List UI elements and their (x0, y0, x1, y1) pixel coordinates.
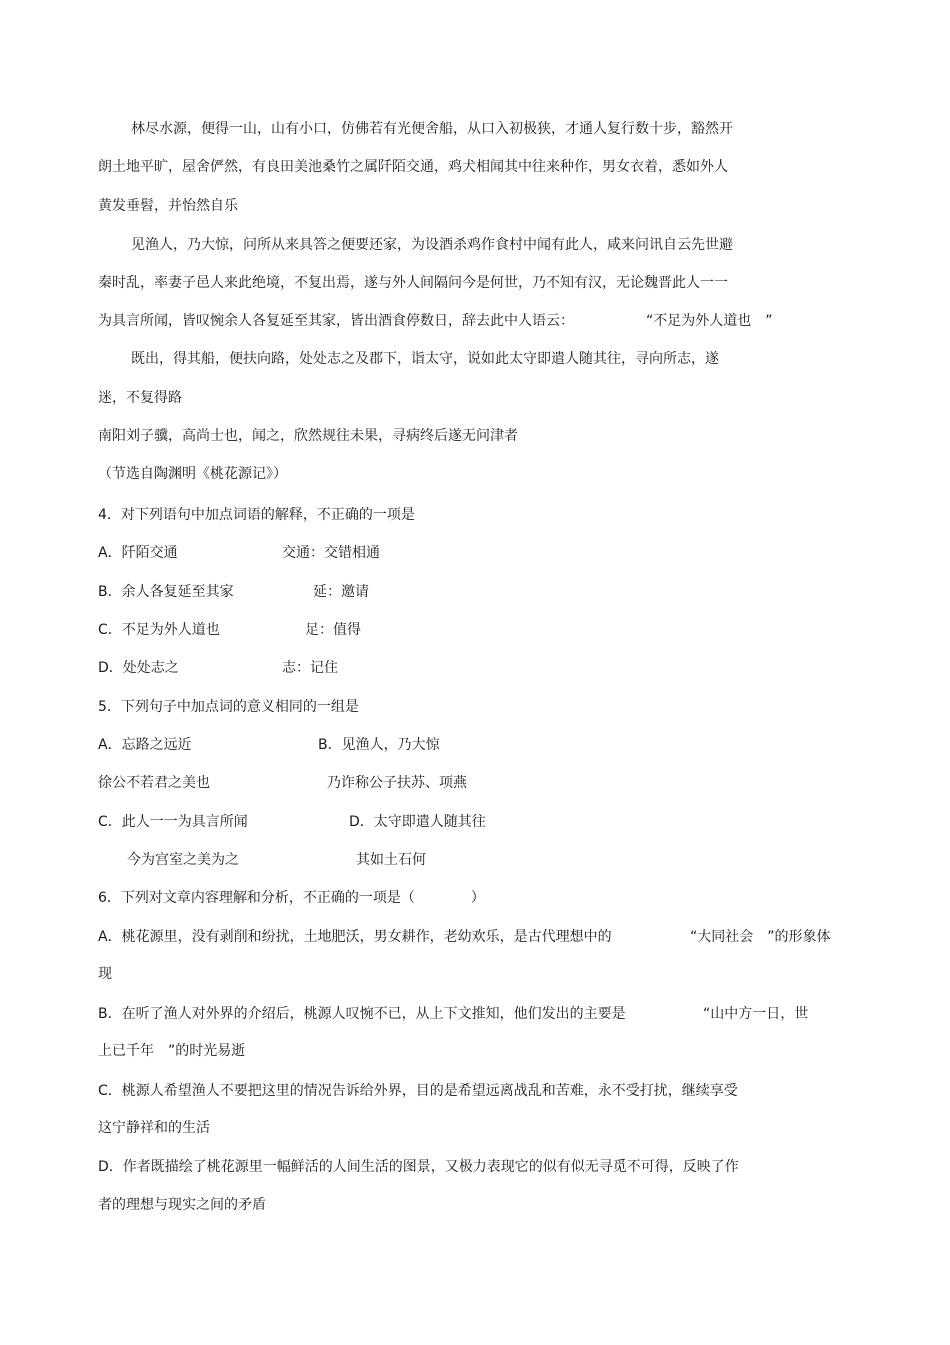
passage-line: 秦时乱，率妻子邑人来此绝境，不复出焉，遂与外人间隔问今是何世，乃不知有汉，无论魏晋此人一一 (98, 275, 728, 291)
q6-option-d-cont: 者的理想与现实之间的矛盾 (98, 1197, 266, 1213)
q6-option-d: D．作者既描绘了桃花源里一幅鲜活的人间生活的图景，又极力表现它的似有似无寻觅不可得，反映了作 (98, 1159, 739, 1175)
q5-option-c-compare: 今为宫室之美为之 (127, 852, 239, 868)
q6-option-a-cont: 现 (98, 966, 112, 982)
passage-line: 林尽水源，便得一山，山有小口，仿佛若有光便舍船，从口入初极狭，才通人复行数十步，豁然开 (131, 121, 733, 137)
q4-option-b: B．余人各复延至其家 (98, 584, 234, 600)
q5-option-d-compare: 其如土石何 (356, 852, 426, 868)
q6-option-c: C．桃源人希望渔人不要把这里的情况告诉给外界，目的是希望远离战乱和苦难，永不受打扰，继续享受 (98, 1083, 738, 1099)
passage-quote: “不足为外人道也 ” (646, 313, 773, 329)
q4-option-c: C．不足为外人道也 (98, 622, 220, 638)
passage-line: 迷，不复得路 (98, 390, 182, 406)
q5-option-a-compare: 徐公不若君之美也 (98, 775, 210, 791)
q5-option-b: B．见渔人，乃大惊 (318, 737, 440, 753)
passage-source: （节选自陶渊明《桃花源记》） (98, 466, 287, 482)
passage-line: 黄发垂髫，并怡然自乐 (98, 198, 238, 214)
passage-line: 南阳刘子骥，高尚士也，闻之，欣然规往未果，寻病终后遂无问津者 (98, 428, 518, 444)
q4-option-a-gloss: 交通：交错相通 (282, 545, 380, 561)
q4-option-d-gloss: 志：记住 (282, 660, 338, 676)
q4-option-a: A．阡陌交通 (98, 545, 178, 561)
q5-option-c: C．此人一一为具言所闻 (98, 814, 248, 830)
q4-option-c-gloss: 足：值得 (305, 622, 361, 638)
q4-option-b-gloss: 延：邀请 (313, 584, 369, 600)
question-5-stem: 5．下列句子中加点词的意义相同的一组是 (98, 699, 359, 715)
passage-line: 见渔人，乃大惊，问所从来具答之便要还家，为设酒杀鸡作食村中闻有此人，咸来问讯自云先世避 (131, 237, 733, 253)
passage-line: 既出，得其船，便扶向路，处处志之及郡下，诣太守，说如此太守即遣人随其往，寻向所志，遂 (131, 351, 719, 367)
q6-option-a-quote: “大同社会 ”的形象体 (690, 929, 831, 945)
passage-line: 朗土地平旷，屋舍俨然，有良田美池桑竹之属阡陌交通，鸡犬相闻其中往来种作，男女衣着，悉如外人 (98, 159, 728, 175)
q5-option-d: D．太守即遣人随其往 (349, 814, 486, 830)
q6-option-b-quote: “山中方一日，世 (703, 1006, 809, 1022)
question-4-stem: 4．对下列语句中加点词语的解释，不正确的一项是 (98, 507, 415, 523)
q6-option-a: A．桃花源里，没有剥削和纷扰，土地肥沃，男女耕作，老幼欢乐，是古代理想中的 (98, 929, 612, 945)
question-6-stem: 6．下列对文章内容理解和分析，不正确的一项是（ ） (98, 890, 485, 906)
passage-line: 为具言所闻，皆叹惋余人各复延至其家，皆出酒食停数日，辞去此中人语云： (98, 313, 574, 329)
q6-option-b: B．在听了渔人对外界的介绍后，桃源人叹惋不已，从上下文推知，他们发出的主要是 (98, 1006, 626, 1022)
q6-option-c-cont: 这宁静祥和的生活 (98, 1120, 210, 1136)
q4-option-d: D．处处志之 (98, 660, 179, 676)
q5-option-a: A．忘路之远近 (98, 737, 192, 753)
q5-option-b-compare: 乃诈称公子扶苏、项燕 (327, 775, 467, 791)
q6-option-b-cont: 上已千年 ”的时光易逝 (98, 1043, 246, 1059)
